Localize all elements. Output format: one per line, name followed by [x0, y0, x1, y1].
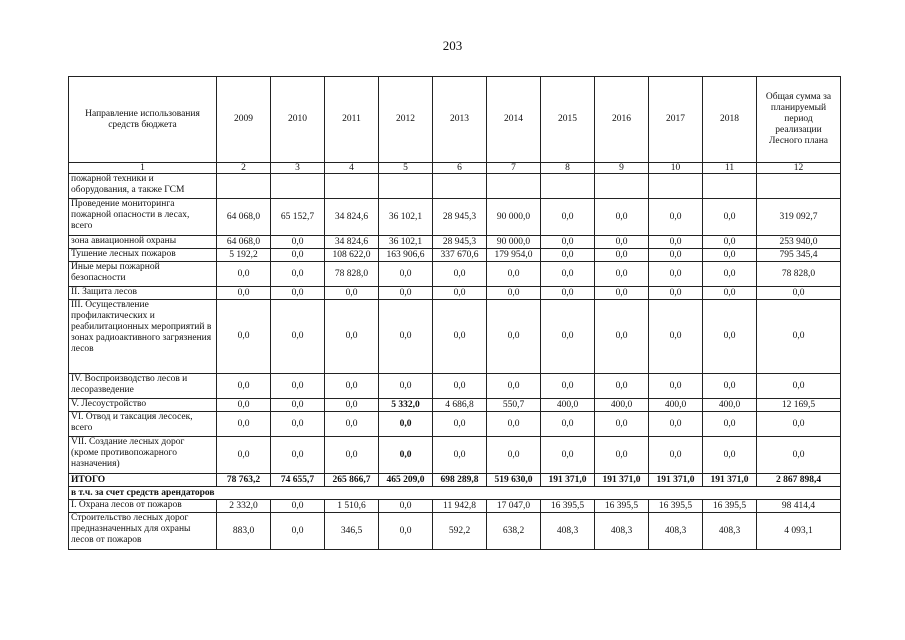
- year-value-cell: [325, 174, 379, 199]
- row-total-cell: 319 092,7: [757, 199, 841, 236]
- year-value-cell: 0,0: [433, 374, 487, 399]
- year-value-cell: 0,0: [217, 262, 271, 287]
- year-value-cell: 0,0: [703, 437, 757, 474]
- header-year: 2012: [379, 77, 433, 163]
- year-value-cell: 0,0: [271, 262, 325, 287]
- year-value-cell: 0,0: [703, 287, 757, 300]
- year-value-cell: 0,0: [325, 437, 379, 474]
- column-number: 6: [433, 163, 487, 174]
- row-total-cell: 2 867 898,4: [757, 474, 841, 487]
- year-value-cell: 0,0: [325, 374, 379, 399]
- year-value-cell: 0,0: [379, 437, 433, 474]
- year-value-cell: 90 000,0: [487, 236, 541, 249]
- year-value-cell: 0,0: [433, 262, 487, 287]
- header-year: 2013: [433, 77, 487, 163]
- year-value-cell: 265 866,7: [325, 474, 379, 487]
- year-value-cell: 0,0: [325, 300, 379, 374]
- year-value-cell: 0,0: [541, 236, 595, 249]
- year-value-cell: 0,0: [217, 300, 271, 374]
- year-value-cell: 0,0: [379, 513, 433, 550]
- table-row: [69, 513, 841, 550]
- row-label: пожарной техники и оборудования, а также ГСМ: [69, 174, 217, 199]
- year-value-cell: 0,0: [541, 300, 595, 374]
- total-row: [69, 474, 841, 487]
- year-value-cell: 0,0: [487, 412, 541, 437]
- year-value-cell: 78 763,2: [217, 474, 271, 487]
- year-value-cell: 0,0: [595, 437, 649, 474]
- year-value-cell: 36 102,1: [379, 199, 433, 236]
- table-row: [69, 437, 841, 474]
- year-value-cell: 191 371,0: [649, 474, 703, 487]
- year-value-cell: 400,0: [649, 399, 703, 412]
- table-row: [69, 399, 841, 412]
- year-value-cell: 0,0: [649, 300, 703, 374]
- year-value-cell: 0,0: [703, 199, 757, 236]
- year-value-cell: 28 945,3: [433, 236, 487, 249]
- row-label: IV. Воспроизводство лесов и лесоразведение: [69, 374, 217, 399]
- year-value-cell: 16 395,5: [703, 500, 757, 513]
- year-value-cell: 0,0: [649, 199, 703, 236]
- year-value-cell: [433, 174, 487, 199]
- year-value-cell: 0,0: [649, 412, 703, 437]
- year-value-cell: 65 152,7: [271, 199, 325, 236]
- page-number: 203: [442, 38, 463, 53]
- year-value-cell: 0,0: [703, 249, 757, 262]
- year-value-cell: 408,3: [703, 513, 757, 550]
- year-value-cell: 592,2: [433, 513, 487, 550]
- year-value-cell: 78 828,0: [325, 262, 379, 287]
- year-value-cell: 0,0: [271, 437, 325, 474]
- row-label: Иные меры пожарной безопасности: [69, 262, 217, 287]
- year-value-cell: 64 068,0: [217, 236, 271, 249]
- year-value-cell: 0,0: [217, 399, 271, 412]
- year-value-cell: 0,0: [703, 374, 757, 399]
- year-value-cell: 0,0: [271, 236, 325, 249]
- table-row: [69, 262, 841, 287]
- year-value-cell: 0,0: [649, 287, 703, 300]
- column-number: 5: [379, 163, 433, 174]
- year-value-cell: [487, 174, 541, 199]
- year-value-cell: 0,0: [595, 300, 649, 374]
- table-row: [69, 174, 841, 199]
- year-value-cell: 346,5: [325, 513, 379, 550]
- header-year: 2014: [487, 77, 541, 163]
- year-value-cell: 0,0: [271, 374, 325, 399]
- table-row: [69, 236, 841, 249]
- year-value-cell: 34 824,6: [325, 199, 379, 236]
- row-label: VI. Отвод и таксация лесосек, всего: [69, 412, 217, 437]
- budget-table-container: [68, 76, 841, 550]
- column-number: 12: [757, 163, 841, 174]
- year-value-cell: [703, 174, 757, 199]
- row-label: ИТОГО: [69, 474, 217, 487]
- row-total-cell: 795 345,4: [757, 249, 841, 262]
- year-value-cell: [649, 174, 703, 199]
- row-total-cell: 0,0: [757, 374, 841, 399]
- year-value-cell: 28 945,3: [433, 199, 487, 236]
- year-value-cell: 16 395,5: [541, 500, 595, 513]
- year-value-cell: 0,0: [379, 287, 433, 300]
- column-number: 9: [595, 163, 649, 174]
- year-value-cell: 11 942,8: [433, 500, 487, 513]
- row-total-cell: 0,0: [757, 437, 841, 474]
- year-value-cell: 0,0: [271, 500, 325, 513]
- year-value-cell: 191 371,0: [703, 474, 757, 487]
- year-value-cell: 0,0: [595, 236, 649, 249]
- year-value-cell: 0,0: [595, 412, 649, 437]
- header-row: [69, 77, 841, 163]
- year-value-cell: 550,7: [487, 399, 541, 412]
- year-value-cell: 0,0: [595, 374, 649, 399]
- year-value-cell: 17 047,0: [487, 500, 541, 513]
- year-value-cell: 519 630,0: [487, 474, 541, 487]
- year-value-cell: 0,0: [379, 262, 433, 287]
- year-value-cell: 191 371,0: [595, 474, 649, 487]
- year-value-cell: 0,0: [595, 287, 649, 300]
- year-value-cell: [271, 174, 325, 199]
- year-value-cell: 5 192,2: [217, 249, 271, 262]
- column-number: 11: [703, 163, 757, 174]
- row-total-cell: [757, 174, 841, 199]
- header-year: 2010: [271, 77, 325, 163]
- row-total-cell: 98 414,4: [757, 500, 841, 513]
- year-value-cell: 0,0: [649, 374, 703, 399]
- year-value-cell: 2 332,0: [217, 500, 271, 513]
- row-total-cell: 0,0: [757, 300, 841, 374]
- header-year: 2009: [217, 77, 271, 163]
- year-value-cell: 400,0: [541, 399, 595, 412]
- year-value-cell: 0,0: [541, 412, 595, 437]
- year-value-cell: 0,0: [649, 249, 703, 262]
- table-row: [69, 287, 841, 300]
- table-row: [69, 249, 841, 262]
- year-value-cell: 191 371,0: [541, 474, 595, 487]
- row-label: зона авиационной охраны: [69, 236, 217, 249]
- year-value-cell: 400,0: [595, 399, 649, 412]
- row-label: VII. Создание лесных дорог (кроме противопожарного назначения): [69, 437, 217, 474]
- year-value-cell: 0,0: [487, 374, 541, 399]
- budget-table: [68, 76, 841, 550]
- row-total-cell: 0,0: [757, 287, 841, 300]
- year-value-cell: 4 686,8: [433, 399, 487, 412]
- header-year: 2016: [595, 77, 649, 163]
- year-value-cell: 0,0: [433, 437, 487, 474]
- year-value-cell: 638,2: [487, 513, 541, 550]
- year-value-cell: 0,0: [487, 437, 541, 474]
- year-value-cell: 0,0: [541, 249, 595, 262]
- column-number: 2: [217, 163, 271, 174]
- year-value-cell: 408,3: [541, 513, 595, 550]
- column-number: 7: [487, 163, 541, 174]
- year-value-cell: [595, 174, 649, 199]
- column-number: 8: [541, 163, 595, 174]
- year-value-cell: 74 655,7: [271, 474, 325, 487]
- year-value-cell: 64 068,0: [217, 199, 271, 236]
- year-value-cell: 0,0: [217, 374, 271, 399]
- year-value-cell: 0,0: [487, 300, 541, 374]
- year-value-cell: 0,0: [595, 262, 649, 287]
- section-title: в т.ч. за счет средств арендаторов: [69, 487, 841, 500]
- year-value-cell: 0,0: [541, 374, 595, 399]
- year-value-cell: 0,0: [487, 287, 541, 300]
- column-number: 3: [271, 163, 325, 174]
- table-body: [69, 174, 841, 550]
- year-value-cell: 0,0: [541, 199, 595, 236]
- year-value-cell: 0,0: [271, 287, 325, 300]
- year-value-cell: [217, 174, 271, 199]
- year-value-cell: 179 954,0: [487, 249, 541, 262]
- year-value-cell: 883,0: [217, 513, 271, 550]
- header-year: 2011: [325, 77, 379, 163]
- year-value-cell: 16 395,5: [595, 500, 649, 513]
- table-row: [69, 300, 841, 374]
- year-value-cell: 337 670,6: [433, 249, 487, 262]
- row-label: Строительство лесных дорог предназначенных для охраны лесов от пожаров: [69, 513, 217, 550]
- header-direction: Направление использования средств бюджета: [69, 77, 217, 163]
- row-label: III. Осуществление профилактических и реабилитационных мероприятий в зонах радиоактивного загрязнения лесов: [69, 300, 217, 374]
- year-value-cell: 0,0: [433, 300, 487, 374]
- year-value-cell: 0,0: [541, 437, 595, 474]
- year-value-cell: 0,0: [703, 262, 757, 287]
- header-year: 2015: [541, 77, 595, 163]
- year-value-cell: 0,0: [433, 412, 487, 437]
- column-number-row: [69, 163, 841, 174]
- year-value-cell: 0,0: [703, 236, 757, 249]
- year-value-cell: 0,0: [271, 513, 325, 550]
- row-label: I. Охрана лесов от пожаров: [69, 500, 217, 513]
- year-value-cell: 0,0: [649, 236, 703, 249]
- row-label: V. Лесоустройство: [69, 399, 217, 412]
- row-total-cell: 0,0: [757, 412, 841, 437]
- row-label: Тушение лесных пожаров: [69, 249, 217, 262]
- header-year: 2018: [703, 77, 757, 163]
- header-total: Общая сумма за планируемый период реализации Лесного плана: [757, 77, 841, 163]
- year-value-cell: 90 000,0: [487, 199, 541, 236]
- row-total-cell: 4 093,1: [757, 513, 841, 550]
- year-value-cell: 1 510,6: [325, 500, 379, 513]
- year-value-cell: 0,0: [703, 300, 757, 374]
- year-value-cell: 408,3: [595, 513, 649, 550]
- year-value-cell: [541, 174, 595, 199]
- year-value-cell: 0,0: [217, 287, 271, 300]
- table-row: [69, 199, 841, 236]
- year-value-cell: 0,0: [271, 300, 325, 374]
- year-value-cell: 0,0: [379, 412, 433, 437]
- year-value-cell: 0,0: [541, 287, 595, 300]
- row-total-cell: 253 940,0: [757, 236, 841, 249]
- table-row: [69, 412, 841, 437]
- year-value-cell: 698 289,8: [433, 474, 487, 487]
- row-total-cell: 12 169,5: [757, 399, 841, 412]
- row-total-cell: 78 828,0: [757, 262, 841, 287]
- year-value-cell: 0,0: [217, 412, 271, 437]
- year-value-cell: 400,0: [703, 399, 757, 412]
- row-label: II. Защита лесов: [69, 287, 217, 300]
- year-value-cell: 0,0: [325, 412, 379, 437]
- year-value-cell: 34 824,6: [325, 236, 379, 249]
- year-value-cell: 465 209,0: [379, 474, 433, 487]
- year-value-cell: 0,0: [379, 374, 433, 399]
- year-value-cell: 163 906,6: [379, 249, 433, 262]
- year-value-cell: 0,0: [271, 249, 325, 262]
- column-number: 1: [69, 163, 217, 174]
- row-label: Проведение мониторинга пожарной опасности в лесах, всего: [69, 199, 217, 236]
- year-value-cell: 0,0: [649, 437, 703, 474]
- column-number: 10: [649, 163, 703, 174]
- year-value-cell: 0,0: [271, 412, 325, 437]
- year-value-cell: 0,0: [325, 399, 379, 412]
- year-value-cell: [379, 174, 433, 199]
- year-value-cell: 0,0: [325, 287, 379, 300]
- year-value-cell: 408,3: [649, 513, 703, 550]
- year-value-cell: 0,0: [703, 412, 757, 437]
- section-row: [69, 487, 841, 500]
- year-value-cell: 36 102,1: [379, 236, 433, 249]
- year-value-cell: 0,0: [271, 399, 325, 412]
- table-row: [69, 500, 841, 513]
- year-value-cell: 0,0: [217, 437, 271, 474]
- year-value-cell: 0,0: [595, 199, 649, 236]
- column-number: 4: [325, 163, 379, 174]
- year-value-cell: 0,0: [433, 287, 487, 300]
- year-value-cell: 0,0: [379, 300, 433, 374]
- year-value-cell: 0,0: [649, 262, 703, 287]
- year-value-cell: 0,0: [487, 262, 541, 287]
- year-value-cell: 0,0: [379, 500, 433, 513]
- header-year: 2017: [649, 77, 703, 163]
- year-value-cell: 16 395,5: [649, 500, 703, 513]
- year-value-cell: 108 622,0: [325, 249, 379, 262]
- year-value-cell: 0,0: [595, 249, 649, 262]
- year-value-cell: 5 332,0: [379, 399, 433, 412]
- year-value-cell: 0,0: [541, 262, 595, 287]
- table-row: [69, 374, 841, 399]
